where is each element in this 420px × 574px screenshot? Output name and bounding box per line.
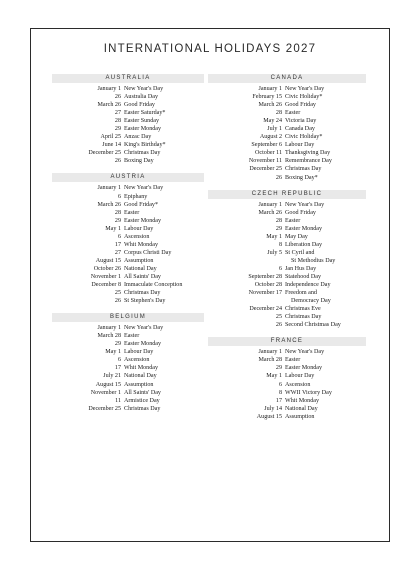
holiday-row: [208, 133, 366, 141]
holiday-name: St Methodius Day: [291, 257, 336, 264]
holiday-row: [208, 297, 366, 305]
holiday-date: May 1: [105, 225, 121, 232]
left-column: [52, 74, 204, 421]
holiday-row: [52, 332, 204, 340]
holiday-date: 17: [114, 241, 121, 248]
holiday-date: 29: [114, 126, 121, 133]
holiday-date: 29: [114, 341, 121, 348]
holiday-date: August 15: [256, 413, 282, 420]
holiday-date: May 1: [266, 233, 282, 240]
holiday-date: 26: [275, 174, 282, 181]
holiday-date: [208, 257, 285, 265]
holiday-name: Labour Day: [285, 142, 315, 149]
holiday-name: Civic Holiday*: [285, 94, 323, 101]
holiday-row: [52, 348, 204, 356]
holiday-date: December 25: [88, 150, 121, 157]
holiday-name: Democracy Day: [291, 298, 331, 305]
holiday-date: December 24: [249, 306, 282, 313]
holiday-name: Whit Monday: [285, 397, 320, 404]
holiday-date: 26: [114, 158, 121, 165]
holiday-row: [52, 209, 204, 217]
holiday-date: 25: [114, 290, 121, 297]
holiday-name: Easter Monday: [124, 126, 162, 133]
holiday-date: January 1: [97, 325, 121, 332]
holiday-row: [208, 372, 366, 380]
holiday-name: Christmas Day: [124, 150, 161, 157]
holiday-row: [208, 356, 366, 364]
holiday-date: 28: [114, 209, 121, 216]
holiday-row: [52, 340, 204, 348]
holiday-row: [208, 381, 366, 389]
holiday-date: 27: [114, 249, 121, 256]
holiday-row: [208, 174, 366, 182]
holiday-row: [52, 324, 204, 332]
holiday-name: Ascension: [124, 233, 150, 240]
holiday-name: Easter Saturday*: [124, 110, 166, 117]
holiday-row: [52, 125, 204, 133]
holiday-row: [52, 389, 204, 397]
holiday-date: January 1: [258, 349, 282, 356]
holiday-date: November 1: [90, 273, 121, 280]
holiday-name: Remembrance Day: [285, 158, 332, 165]
holiday-date: December 8: [91, 282, 121, 289]
holiday-date: July 14: [264, 405, 282, 412]
holiday-date: 25: [275, 314, 282, 321]
holiday-row: [208, 93, 366, 101]
holiday-name: Victoria Day: [285, 118, 317, 125]
holiday-date: June 14: [102, 142, 121, 149]
holiday-name: St Cyril and: [285, 249, 315, 256]
holiday-date: March 28: [97, 333, 121, 340]
holiday-name: Jan Hus Day: [285, 265, 317, 272]
holiday-row: [52, 109, 204, 117]
holiday-row: [208, 149, 366, 157]
country-heading: CANADA: [208, 74, 366, 83]
holiday-name: New Year's Day: [124, 185, 164, 192]
holiday-name: Canada Day: [285, 126, 315, 133]
holiday-name: Christmas Eve: [285, 306, 321, 313]
holiday-name: Whit Monday: [124, 241, 159, 248]
holiday-name: Armistice Day: [124, 397, 160, 404]
holiday-date: 17: [114, 365, 121, 372]
holiday-row: [52, 257, 204, 265]
holiday-name: Thanksgiving Day: [285, 150, 331, 157]
holiday-date: 6: [117, 233, 121, 240]
holiday-date: February 15: [252, 94, 282, 101]
holiday-date: January 1: [97, 185, 121, 192]
holiday-row: [52, 265, 204, 273]
holiday-row: [208, 405, 366, 413]
holiday-row: [52, 193, 204, 201]
holiday-row: [52, 201, 204, 209]
holiday-name: Christmas Day: [124, 405, 161, 412]
holiday-name: May Day: [285, 233, 308, 240]
holiday-date: March 26: [97, 102, 121, 109]
holiday-name: Boxing Day: [124, 158, 154, 165]
holiday-date: September 28: [248, 273, 282, 280]
holiday-row: [52, 101, 204, 109]
country-heading: FRANCE: [208, 337, 366, 346]
holiday-date: August 2: [259, 134, 282, 141]
holiday-row: [208, 233, 366, 241]
holiday-name: Corpus Christi Day: [124, 249, 172, 256]
holiday-name: Freedom and: [285, 290, 317, 297]
holiday-name: Easter Sunday: [124, 118, 160, 125]
holiday-date: January 1: [258, 201, 282, 208]
page-title: INTERNATIONAL HOLIDAYS 2027: [103, 43, 317, 55]
holiday-row: [208, 397, 366, 405]
holiday-date: July 21: [103, 373, 121, 380]
holiday-row: [208, 305, 366, 313]
holiday-row: [52, 233, 204, 241]
holiday-name: Good Friday: [285, 102, 316, 109]
holiday-date: 29: [275, 225, 282, 232]
holiday-row: [208, 117, 366, 125]
country-heading: AUSTRIA: [52, 173, 204, 182]
holiday-date: August 15: [95, 381, 121, 388]
country-section-canada: [208, 74, 366, 182]
holiday-name: Easter Monday: [285, 225, 323, 232]
holiday-row: [208, 101, 366, 109]
holiday-name: Immaculate Conception: [124, 282, 183, 289]
holiday-name: New Year's Day: [124, 325, 164, 332]
holiday-row: [52, 225, 204, 233]
holiday-date: May 24: [263, 118, 282, 125]
holiday-date: January 1: [97, 86, 121, 92]
holiday-date: [208, 297, 285, 305]
holiday-date: 6: [117, 193, 121, 200]
holiday-row: [208, 281, 366, 289]
holiday-row: [52, 289, 204, 297]
holiday-name: National Day: [124, 265, 157, 272]
right-column: [208, 74, 366, 429]
holiday-row: [208, 141, 366, 149]
holiday-name: Epiphany: [124, 193, 148, 200]
holiday-name: All Saints' Day: [124, 273, 161, 280]
holiday-date: January 1: [258, 86, 282, 92]
holiday-date: 26: [114, 94, 121, 101]
holiday-name: Liberation Day: [285, 241, 323, 248]
holiday-row: [208, 348, 366, 356]
holiday-row: [208, 157, 366, 165]
holiday-row: [208, 225, 366, 233]
holiday-date: November 11: [248, 158, 282, 165]
holiday-row: [208, 125, 366, 133]
holiday-name: Easter Monday: [124, 217, 162, 224]
holiday-row: [208, 165, 366, 173]
holiday-row: [208, 109, 366, 117]
holiday-row: [208, 389, 366, 397]
holiday-row: [208, 241, 366, 249]
holiday-name: Christmas Day: [124, 290, 161, 297]
holiday-date: July 5: [267, 249, 282, 256]
holiday-name: Assumption: [124, 381, 154, 388]
country-heading: CZECH REPUBLIC: [208, 190, 366, 199]
holiday-date: October 11: [254, 150, 282, 157]
country-section-australia: [52, 74, 204, 165]
holiday-date: November 17: [248, 290, 282, 297]
holiday-row: [208, 364, 366, 372]
holiday-row: [52, 184, 204, 192]
holiday-date: 6: [278, 265, 282, 272]
holiday-date: 6: [117, 357, 121, 364]
holiday-date: May 1: [105, 349, 121, 356]
holiday-date: March 26: [97, 201, 121, 208]
holiday-name: Assumption: [124, 257, 154, 264]
holiday-name: Second Christmas Day: [285, 322, 341, 329]
holiday-row: [52, 141, 204, 149]
holiday-row: [52, 85, 204, 93]
holiday-name: Easter: [285, 110, 301, 117]
holiday-row: [52, 397, 204, 405]
country-section-austria: [52, 173, 204, 305]
holiday-date: 8: [278, 389, 282, 396]
holiday-row: [208, 265, 366, 273]
holiday-name: Boxing Day*: [285, 174, 318, 181]
holiday-row: [52, 372, 204, 380]
holiday-name: Labour Day: [124, 225, 154, 232]
holiday-row: [208, 313, 366, 321]
holiday-row: [52, 405, 204, 413]
holiday-name: Anzac Day: [124, 134, 152, 141]
holiday-date: 26: [275, 322, 282, 329]
holiday-row: [208, 201, 366, 209]
holiday-name: New Year's Day: [285, 201, 325, 208]
holiday-name: Easter Monday: [124, 341, 162, 348]
holiday-row: [208, 217, 366, 225]
holiday-name: Australia Day: [124, 94, 159, 101]
holiday-name: Labour Day: [285, 373, 315, 380]
holiday-date: 26: [114, 298, 121, 305]
holiday-row: [52, 273, 204, 281]
holiday-name: New Year's Day: [285, 349, 325, 356]
holiday-row: [52, 93, 204, 101]
holiday-page: [30, 28, 390, 542]
holiday-row: [52, 297, 204, 305]
holiday-name: National Day: [285, 405, 318, 412]
holiday-name: Good Friday: [124, 102, 155, 109]
holiday-date: December 25: [249, 166, 282, 173]
holiday-row: [208, 209, 366, 217]
country-section-czech-republic: [208, 190, 366, 330]
holiday-date: April 25: [100, 134, 121, 141]
holiday-date: 28: [275, 217, 282, 224]
country-section-france: [208, 337, 366, 420]
holiday-date: 17: [275, 397, 282, 404]
holiday-name: Independence Day: [285, 282, 331, 289]
holiday-name: Easter: [124, 209, 140, 216]
holiday-name: Assumption: [285, 413, 315, 420]
holiday-date: 8: [278, 241, 282, 248]
holiday-name: Ascension: [285, 381, 311, 388]
holiday-date: 28: [275, 110, 282, 117]
holiday-name: Good Friday*: [124, 201, 159, 208]
holiday-name: St Stephen's Day: [124, 298, 166, 305]
holiday-row: [52, 381, 204, 389]
holiday-row: [52, 133, 204, 141]
holiday-name: New Year's Day: [285, 86, 325, 92]
holiday-date: November 1: [90, 389, 121, 396]
holiday-date: March 26: [258, 209, 282, 216]
holiday-row: [52, 157, 204, 165]
holiday-date: 29: [275, 365, 282, 372]
holiday-date: May 1: [266, 373, 282, 380]
holiday-name: WWII Victory Day: [285, 389, 332, 396]
holiday-date: October 28: [254, 282, 282, 289]
holiday-name: Good Friday: [285, 209, 316, 216]
holiday-name: King's Birthday*: [124, 142, 166, 149]
holiday-date: 6: [278, 381, 282, 388]
holiday-date: October 26: [93, 265, 121, 272]
holiday-row: [208, 413, 366, 421]
holiday-row: [52, 281, 204, 289]
holiday-row: [208, 85, 366, 93]
holiday-date: March 28: [258, 357, 282, 364]
holiday-row: [52, 117, 204, 125]
holiday-name: Christmas Day: [285, 166, 322, 173]
holiday-name: Christmas Day: [285, 314, 322, 321]
holiday-date: 27: [114, 110, 121, 117]
country-heading: AUSTRALIA: [52, 74, 204, 83]
holiday-date: July 1: [267, 126, 282, 133]
holiday-name: Labour Day: [124, 349, 154, 356]
holiday-name: Easter: [285, 357, 301, 364]
holiday-row: [208, 321, 366, 329]
holiday-name: Easter Monday: [285, 365, 323, 372]
holiday-date: September 6: [251, 142, 282, 149]
holiday-name: Ascension: [124, 357, 150, 364]
holiday-name: All Saints' Day: [124, 389, 161, 396]
holiday-name: Easter: [124, 333, 140, 340]
holiday-row: [52, 149, 204, 157]
holiday-row: [208, 289, 366, 297]
holiday-row: [208, 257, 366, 265]
holiday-date: March 26: [258, 102, 282, 109]
country-section-belgium: [52, 313, 204, 413]
holiday-date: August 15: [95, 257, 121, 264]
holiday-date: 28: [114, 118, 121, 125]
holiday-name: Civic Holiday*: [285, 134, 323, 141]
holiday-name: Easter: [285, 217, 301, 224]
holiday-row: [208, 249, 366, 257]
holiday-name: Statehood Day: [285, 273, 322, 280]
holiday-row: [52, 356, 204, 364]
holiday-row: [52, 241, 204, 249]
holiday-date: 29: [114, 217, 121, 224]
holiday-row: [52, 364, 204, 372]
holiday-row: [52, 217, 204, 225]
holiday-name: National Day: [124, 373, 157, 380]
holiday-date: 11: [115, 397, 121, 404]
holiday-name: Whit Monday: [124, 365, 159, 372]
holiday-date: December 25: [88, 405, 121, 412]
holiday-row: [208, 273, 366, 281]
holiday-row: [52, 249, 204, 257]
holiday-name: New Year's Day: [124, 86, 164, 92]
country-heading: BELGIUM: [52, 313, 204, 322]
